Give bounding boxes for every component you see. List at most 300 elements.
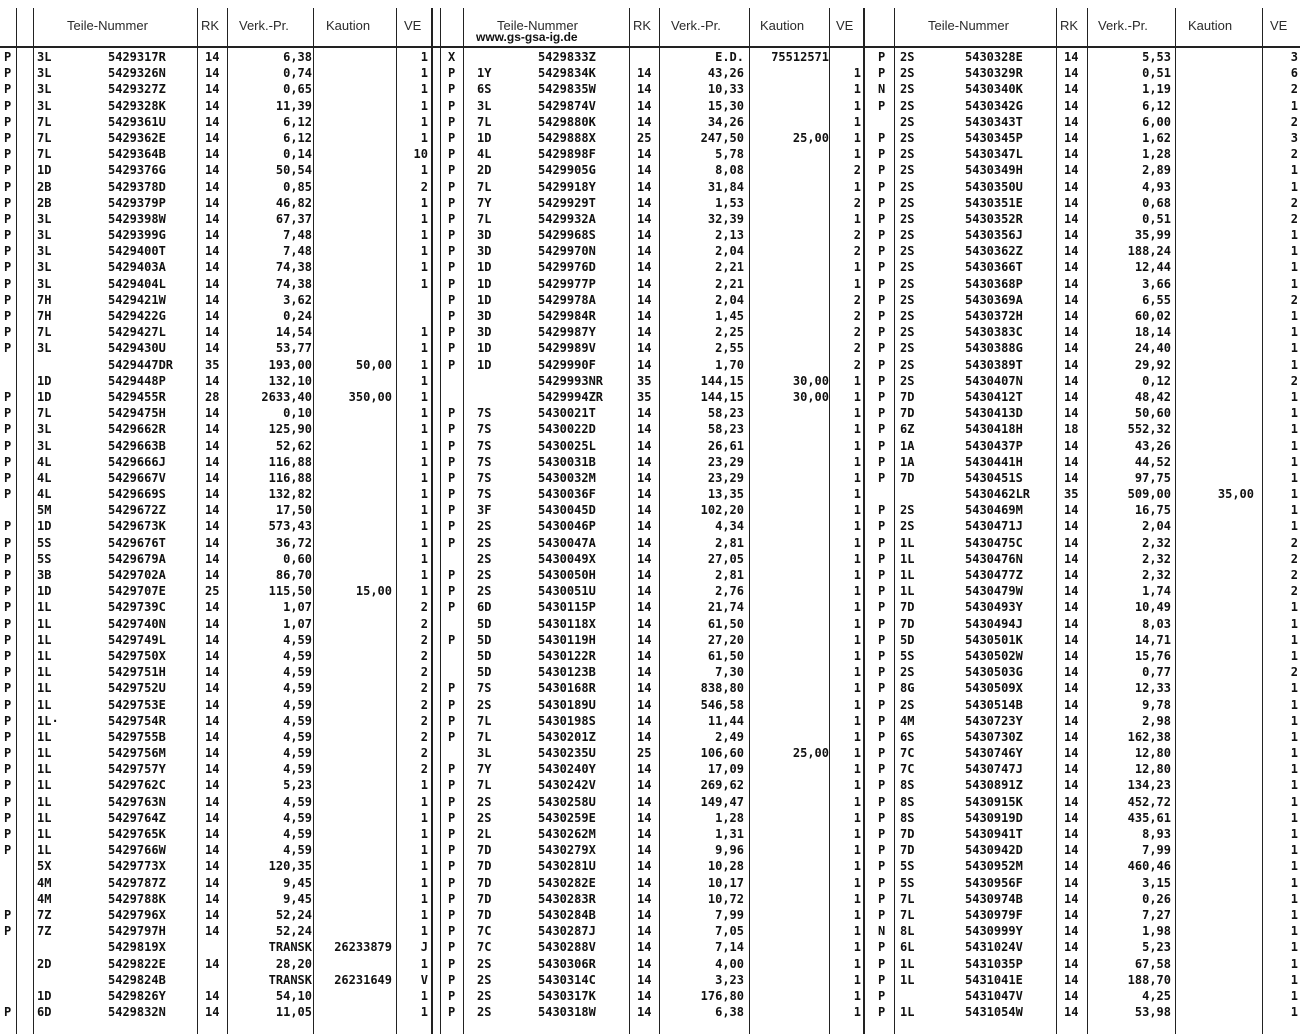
group-code: 7C [900, 746, 915, 761]
status-flag: P [878, 940, 886, 955]
status-flag: P [4, 535, 12, 550]
part-number: 5429796X [108, 907, 166, 922]
group-code: 8S [900, 794, 915, 809]
rk-value: 14 [637, 648, 652, 663]
table-row [870, 211, 1300, 227]
status-flag: P [448, 632, 456, 647]
price: 4,59 [283, 681, 312, 696]
ve-value: 1 [1290, 681, 1298, 696]
table-row [870, 373, 1300, 389]
table-row [870, 680, 1300, 696]
part-number: 5429757Y [108, 762, 166, 777]
table-row [0, 923, 432, 939]
table-row [870, 891, 1300, 907]
status-flag: P [448, 713, 456, 728]
ve-value: 1 [853, 794, 861, 809]
group-code: 4M [37, 891, 52, 906]
part-number: 5430189U [538, 697, 596, 712]
ve-value: 1 [420, 584, 428, 599]
part-number: 5431041E [965, 972, 1023, 987]
part-number: 5430915K [965, 794, 1023, 809]
status-flag: P [878, 98, 886, 113]
rk-value: 14 [1064, 260, 1079, 275]
part-number: 5429888X [538, 130, 596, 145]
rk-value: 14 [205, 147, 220, 162]
rk-value: 14 [205, 778, 220, 793]
group-code: 2S [477, 956, 492, 971]
ve-value: 1 [420, 373, 428, 388]
table-row [870, 761, 1300, 777]
group-code: 1L [900, 551, 915, 566]
status-flag: P [4, 276, 12, 291]
status-flag: P [448, 422, 456, 437]
table-row [0, 421, 432, 437]
ve-value: 1 [420, 389, 428, 404]
price: 132,10 [268, 373, 312, 388]
ve-value: 2 [853, 325, 861, 340]
table-row [870, 340, 1300, 356]
part-number: 5430437P [965, 438, 1023, 453]
price: 4,59 [283, 762, 312, 777]
table-row [0, 130, 432, 146]
price: 2,55 [715, 341, 744, 356]
status-flag: P [448, 228, 456, 243]
status-flag: P [878, 244, 886, 259]
ve-value: 1 [420, 843, 428, 858]
table-row [870, 697, 1300, 713]
price: 35,99 [1134, 228, 1171, 243]
group-code: 3L [37, 438, 52, 453]
price: 2,04 [1142, 519, 1171, 534]
table-row [870, 243, 1300, 259]
price: 28,20 [275, 956, 312, 971]
price: 1,19 [1142, 82, 1171, 97]
price: 4,93 [1142, 179, 1171, 194]
price: 26,61 [707, 438, 744, 453]
status-flag: P [4, 648, 12, 663]
ve-value: 2 [420, 648, 428, 663]
price: 2,49 [715, 729, 744, 744]
price: 144,15 [700, 389, 744, 404]
rk-value: 14 [1064, 810, 1079, 825]
price: 31,84 [707, 179, 744, 194]
part-number: 5429993NR [538, 373, 604, 388]
price: 3,62 [283, 292, 312, 307]
price: 2,25 [715, 325, 744, 340]
part-number: 5429905G [538, 163, 596, 178]
rk-value: 14 [637, 843, 652, 858]
table-row [0, 259, 432, 275]
price: 149,47 [700, 794, 744, 809]
table-row [440, 745, 870, 761]
ve-value: 1 [1290, 276, 1298, 291]
status-flag: P [4, 729, 12, 744]
price: 10,49 [1134, 600, 1171, 615]
group-code: 7D [477, 843, 492, 858]
part-number: 5430451S [965, 470, 1023, 485]
price: 52,24 [275, 907, 312, 922]
part-number: 5430049X [538, 551, 596, 566]
rk-value: 14 [1064, 244, 1079, 259]
part-number: 5429932A [538, 211, 596, 226]
group-code: 2S [900, 325, 915, 340]
rk-value: 14 [637, 292, 652, 307]
group-code: 3L [477, 746, 492, 761]
part-number: 5429754R [108, 713, 166, 728]
price: 2,32 [1142, 535, 1171, 550]
rk-value: 14 [1064, 746, 1079, 761]
part-number: 5429739C [108, 600, 166, 615]
part-number: 5429968S [538, 228, 596, 243]
status-flag: N [878, 924, 886, 939]
group-code: 2S [900, 341, 915, 356]
status-flag: P [448, 503, 456, 518]
part-number: 5429880K [538, 114, 596, 129]
ve-value: 2 [853, 195, 861, 210]
price: 5,53 [1142, 50, 1171, 64]
ve-value: 1 [1290, 891, 1298, 906]
part-number: 5430746Y [965, 746, 1023, 761]
group-code: 2S [900, 147, 915, 162]
ve-value: 1 [420, 438, 428, 453]
ve-value: 1 [853, 843, 861, 858]
price: 188,24 [1127, 244, 1171, 259]
table-row [0, 680, 432, 696]
group-code: 3B [37, 568, 52, 582]
ve-value: 1 [1290, 697, 1298, 712]
ve-value: 1 [1290, 389, 1298, 404]
group-code: 2S [900, 665, 915, 680]
ve-value: 1 [853, 713, 861, 728]
part-number: 5431035P [965, 956, 1023, 971]
part-number: 5430314C [538, 972, 596, 987]
table-row [440, 632, 870, 648]
part-number: 5429797H [108, 924, 166, 939]
rk-value: 14 [1064, 729, 1079, 744]
part-number: 5429752U [108, 681, 166, 696]
part-number: 5429773X [108, 859, 166, 874]
rk-value: 14 [1064, 228, 1079, 243]
ve-value: 1 [420, 487, 428, 502]
table-row [440, 956, 870, 972]
status-flag: P [878, 907, 886, 922]
rk-value: 14 [637, 665, 652, 680]
group-code: 3L [37, 260, 52, 275]
price: TRANSK [268, 972, 312, 987]
status-flag: P [448, 163, 456, 178]
rk-value: 14 [637, 179, 652, 194]
rk-value: 14 [1064, 924, 1079, 939]
group-code: 7S [477, 438, 492, 453]
status-flag: P [878, 827, 886, 841]
table-row [440, 146, 870, 162]
part-number: 5430956F [965, 875, 1023, 890]
rk-value: 14 [205, 82, 220, 97]
status-flag: P [448, 454, 456, 469]
rk-value: 14 [637, 956, 652, 971]
table-row [440, 227, 870, 243]
table-row [0, 324, 432, 340]
rk-value: 14 [1064, 859, 1079, 874]
part-number: 5429679A [108, 551, 166, 566]
ve-value: 1 [853, 422, 861, 437]
part-number: 5430284B [538, 907, 596, 922]
ve-value: 1 [853, 762, 861, 777]
price: 7,05 [715, 924, 744, 939]
table-row [870, 567, 1300, 583]
ve-value: 1 [1290, 438, 1298, 453]
group-code: 1D [477, 341, 492, 356]
part-number: 5430412T [965, 389, 1023, 404]
table-row [0, 794, 432, 810]
price: 32,39 [707, 211, 744, 226]
part-number: 5430329R [965, 66, 1023, 81]
part-number: 5430118X [538, 616, 596, 631]
status-flag: P [448, 114, 456, 129]
table-row [440, 923, 870, 939]
ve-value: 1 [1290, 503, 1298, 518]
status-flag: P [4, 228, 12, 243]
group-code: 3L [37, 276, 52, 291]
rk-value: 14 [205, 746, 220, 761]
status-flag: P [878, 260, 886, 275]
price: 14,71 [1134, 632, 1171, 647]
table-row [0, 599, 432, 615]
rk-value: 14 [205, 632, 220, 647]
price: 1,31 [715, 827, 744, 841]
table-row [0, 276, 432, 292]
part-number: 5430198S [538, 713, 596, 728]
rk-value: 14 [1064, 292, 1079, 307]
table-row [440, 162, 870, 178]
table-row [440, 875, 870, 891]
rk-value: 14 [205, 163, 220, 178]
price: 7,14 [715, 940, 744, 955]
deposit: 26231649 [334, 972, 392, 987]
price: 102,20 [700, 503, 744, 518]
ve-value: 1 [853, 810, 861, 825]
rk-value: 14 [1064, 584, 1079, 599]
status-flag: P [4, 422, 12, 437]
table-row [440, 567, 870, 583]
price: 24,40 [1134, 341, 1171, 356]
price: 6,12 [1142, 98, 1171, 113]
ve-value: 1 [1290, 810, 1298, 825]
rk-value: 14 [1064, 891, 1079, 906]
status-flag: P [448, 195, 456, 210]
table-row [0, 535, 432, 551]
part-number: 5430119H [538, 632, 596, 647]
rk-value: 14 [637, 535, 652, 550]
rk-value: 14 [205, 276, 220, 291]
rk-value: 14 [637, 341, 652, 356]
price: 1,74 [1142, 584, 1171, 599]
table-row [0, 146, 432, 162]
rk-value: 14 [1064, 648, 1079, 663]
table-row [870, 486, 1300, 502]
group-code: 1D [477, 260, 492, 275]
group-code: 2B [37, 195, 52, 210]
group-code: 3L [37, 98, 52, 113]
status-flag: P [878, 875, 886, 890]
part-number: 5430283R [538, 891, 596, 906]
part-number: 5429822E [108, 956, 166, 971]
table-row [870, 470, 1300, 486]
ve-value: 1 [1290, 309, 1298, 323]
price: 573,43 [268, 519, 312, 534]
table-row [870, 146, 1300, 162]
rk-value: 14 [205, 503, 220, 518]
rk-value: 14 [205, 422, 220, 437]
price: 52,62 [275, 438, 312, 453]
table-row [0, 162, 432, 178]
table-row [0, 502, 432, 518]
price: 4,59 [283, 729, 312, 744]
ve-value: 1 [853, 746, 861, 761]
ve-value: 1 [853, 924, 861, 939]
column-header [870, 8, 1300, 46]
group-code: 2S [477, 972, 492, 987]
table-row [0, 292, 432, 308]
ve-value: 1 [853, 114, 861, 129]
deposit: 35,00 [1217, 487, 1254, 502]
group-code: 7D [900, 600, 915, 615]
price: 269,62 [700, 778, 744, 793]
part-number: 5430288V [538, 940, 596, 955]
table-row [440, 49, 870, 65]
header-teile-nummer: Teile-Nummer [928, 18, 1009, 33]
part-number: 5430477Z [965, 568, 1023, 582]
group-code: 3L [477, 98, 492, 113]
rk-value: 14 [1064, 794, 1079, 809]
table-row [870, 114, 1300, 130]
part-number: 5429702A [108, 568, 166, 582]
table-row [0, 518, 432, 534]
rk-value: 14 [205, 891, 220, 906]
ve-value: 1 [420, 406, 428, 421]
ve-value: 1 [1290, 875, 1298, 890]
ve-value: 2 [853, 309, 861, 323]
price: 36,72 [275, 535, 312, 550]
rk-value: 14 [1064, 762, 1079, 777]
ve-value: 1 [853, 891, 861, 906]
ve-value: 1 [853, 940, 861, 955]
price: 29,92 [1134, 357, 1171, 372]
table-row [440, 502, 870, 518]
rk-value: 14 [1064, 454, 1079, 469]
group-code: 7D [477, 907, 492, 922]
table-row [0, 551, 432, 567]
table-row [0, 664, 432, 680]
table-row [0, 745, 432, 761]
table-row [870, 535, 1300, 551]
part-number: 5430349H [965, 163, 1023, 178]
status-flag: P [878, 503, 886, 518]
status-flag: P [4, 114, 12, 129]
status-flag: P [878, 665, 886, 680]
rk-value: 14 [205, 50, 220, 64]
part-number: 5430462LR [965, 487, 1031, 502]
ve-value: 1 [853, 859, 861, 874]
rk-value: 14 [205, 406, 220, 421]
price: 838,80 [700, 681, 744, 696]
rk-value: 14 [637, 859, 652, 874]
table-row [440, 518, 870, 534]
table-row [870, 632, 1300, 648]
status-flag: P [878, 373, 886, 388]
status-flag: P [878, 309, 886, 323]
ve-value: 1 [420, 891, 428, 906]
ve-value: 1 [853, 519, 861, 534]
part-number: 5429400T [108, 244, 166, 259]
ve-value: 1 [853, 406, 861, 421]
table-row [440, 599, 870, 615]
price: 2,76 [715, 584, 744, 599]
status-flag: P [878, 292, 886, 307]
part-number: 5429676T [108, 535, 166, 550]
group-code: 7D [900, 406, 915, 421]
ve-value: 1 [1290, 406, 1298, 421]
group-code: 1D [37, 163, 52, 178]
ve-value: 1 [420, 778, 428, 793]
part-number: 5430022D [538, 422, 596, 437]
part-number: 5430493Y [965, 600, 1023, 615]
deposit: 350,00 [348, 389, 392, 404]
ve-value: 1 [853, 389, 861, 404]
table-row [440, 243, 870, 259]
price: 1,28 [1142, 147, 1171, 162]
part-number: 5430350U [965, 179, 1023, 194]
rk-value: 14 [637, 195, 652, 210]
part-number: 5430368P [965, 276, 1023, 291]
rk-value: 14 [1064, 519, 1079, 534]
status-flag: P [878, 729, 886, 744]
group-code: 5D [477, 665, 492, 680]
part-number: 5430050H [538, 568, 596, 582]
price: 0,65 [283, 82, 312, 97]
rk-value: 14 [1064, 325, 1079, 340]
part-number: 5430235U [538, 746, 596, 761]
table-row [870, 195, 1300, 211]
part-number: 5429763N [108, 794, 166, 809]
status-flag: P [4, 325, 12, 340]
group-code: 2S [900, 163, 915, 178]
status-flag: P [4, 665, 12, 680]
ve-value: 1 [420, 82, 428, 97]
table-row [0, 195, 432, 211]
ve-value: 2 [420, 179, 428, 194]
group-code: 2S [900, 195, 915, 210]
rk-value: 35 [1064, 487, 1079, 502]
rk-value: 14 [637, 551, 652, 566]
table-row [870, 324, 1300, 340]
ve-value: 1 [1290, 972, 1298, 987]
ve-value: 1 [853, 66, 861, 81]
price: 1,62 [1142, 130, 1171, 145]
rk-value: 14 [205, 924, 220, 939]
part-number: 5429874V [538, 98, 596, 113]
status-flag: P [448, 292, 456, 307]
price: 8,93 [1142, 827, 1171, 841]
status-flag: P [878, 616, 886, 631]
table-row [440, 777, 870, 793]
ve-value: 1 [853, 600, 861, 615]
part-number: 5429918Y [538, 179, 596, 194]
group-code: 2S [477, 794, 492, 809]
part-number: 5430369A [965, 292, 1023, 307]
price: 12,80 [1134, 746, 1171, 761]
price: 106,60 [700, 746, 744, 761]
